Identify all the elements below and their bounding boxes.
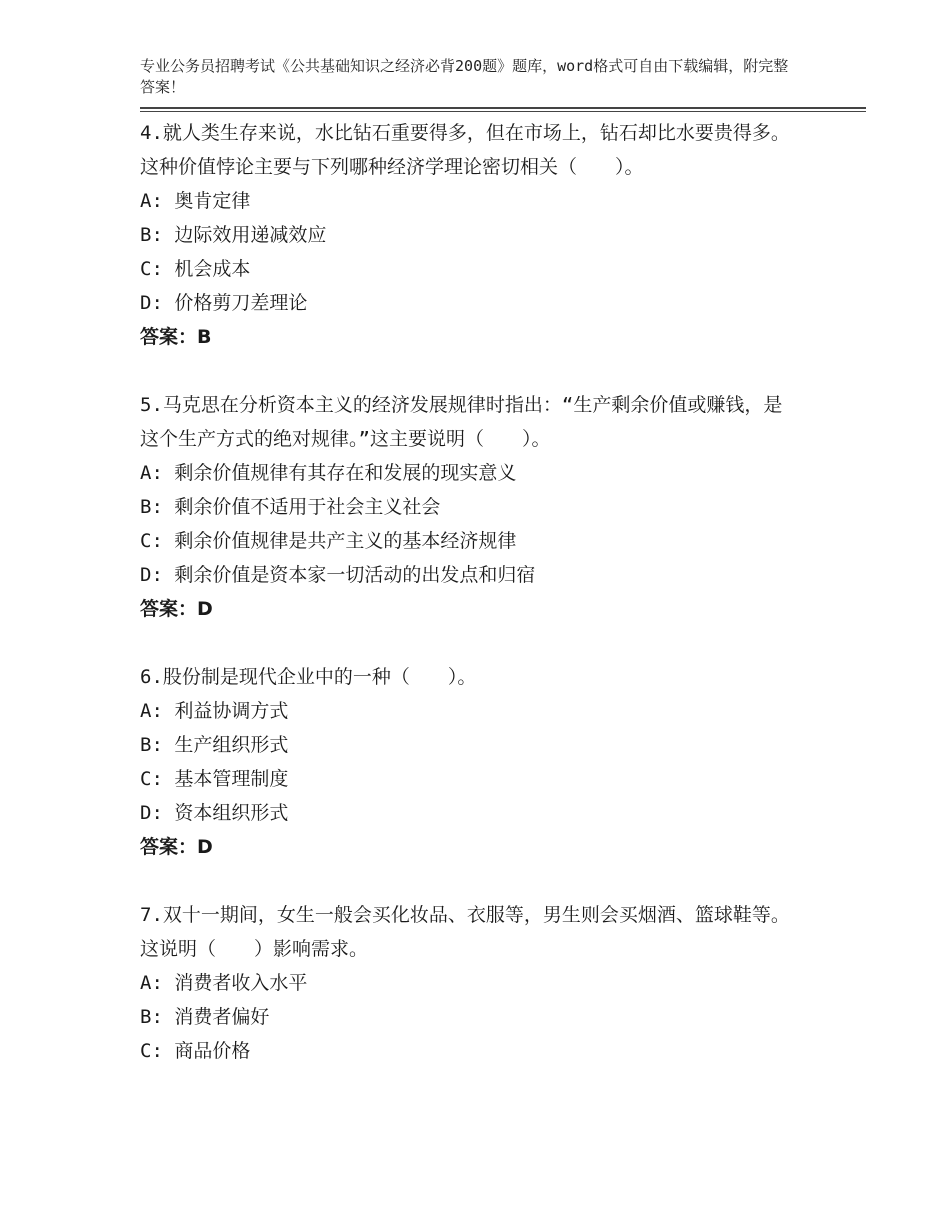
document-page xyxy=(140,56,866,1102)
question-list xyxy=(140,116,866,1068)
option-b: B: 剩余价值不适用于社会主义社会 xyxy=(140,496,441,518)
option-a: A: 消费者收入水平 xyxy=(140,972,308,994)
question-6 xyxy=(140,660,866,864)
option-a: A: 利益协调方式 xyxy=(140,700,289,722)
document-header: 专业公务员招聘考试《公共基础知识之经济必背200题》题库，word格式可自由下载编辑，附完整答案！ xyxy=(140,57,789,96)
option-c: C: 基本管理制度 xyxy=(140,768,289,790)
option-a: A: 剩余价值规律有其存在和发展的现实意义 xyxy=(140,462,517,484)
answer: 答案：D xyxy=(140,836,213,858)
question-stem: 5.马克思在分析资本主义的经济发展规律时指出：“生产剩余价值或赚钱，是这个生产方式的绝对规律。”这主要说明（ ）。 xyxy=(140,394,783,450)
question-7 xyxy=(140,898,866,1068)
option-d: D: 资本组织形式 xyxy=(140,802,289,824)
option-d: D: 价格剪刀差理论 xyxy=(140,292,308,314)
question-stem: 7.双十一期间，女生一般会买化妆品、衣服等，男生则会买烟酒、篮球鞋等。这说明（ ）影响需求。 xyxy=(140,904,790,960)
option-c: C: 剩余价值规律是共产主义的基本经济规律 xyxy=(140,530,517,552)
option-c: C: 机会成本 xyxy=(140,258,251,280)
question-4 xyxy=(140,116,866,354)
option-b: B: 消费者偏好 xyxy=(140,1006,270,1028)
question-stem: 6.股份制是现代企业中的一种（ ）。 xyxy=(140,666,477,688)
answer: 答案：D xyxy=(140,598,213,620)
header-divider xyxy=(140,107,866,109)
question-stem: 4.就人类生存来说，水比钻石重要得多，但在市场上，钻石却比水要贵得多。这种价值悖论主要与下列哪种经济学理论密切相关（ ）。 xyxy=(140,122,790,178)
answer: 答案：B xyxy=(140,326,212,348)
header-divider-thin xyxy=(140,111,866,112)
option-c: C: 商品价格 xyxy=(140,1040,251,1062)
question-5 xyxy=(140,388,866,626)
option-b: B: 边际效用递减效应 xyxy=(140,224,327,246)
option-b: B: 生产组织形式 xyxy=(140,734,289,756)
option-a: A: 奥肯定律 xyxy=(140,190,251,212)
option-d: D: 剩余价值是资本家一切活动的出发点和归宿 xyxy=(140,564,536,586)
